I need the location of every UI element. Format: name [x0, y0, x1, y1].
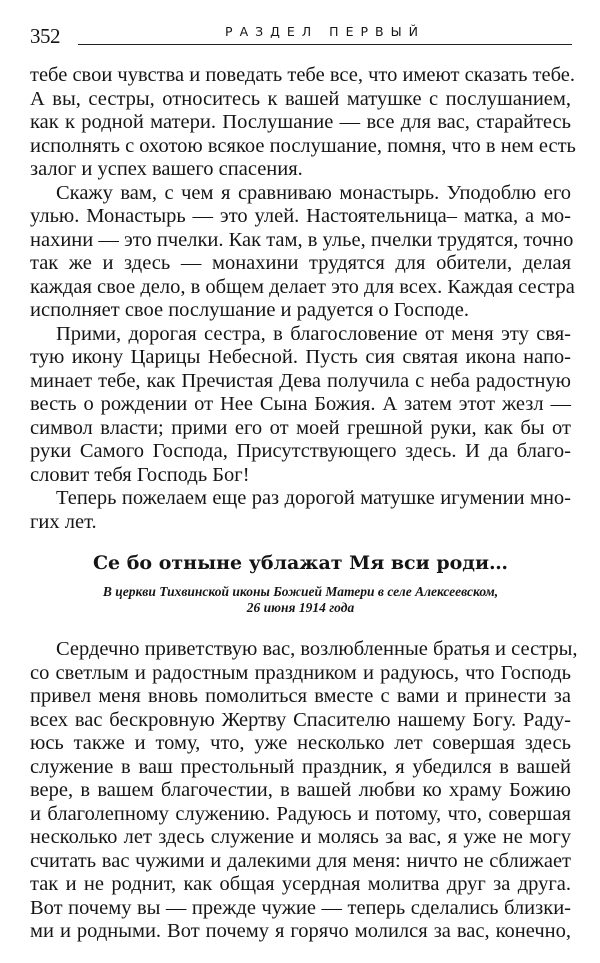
text-line: Теперь пожелаем еще раз дорогой матушке игумении мно- [56, 487, 571, 509]
text-line: так же и здесь — монахини трудятся для обители, делая [30, 252, 571, 274]
text-line: минает тебе, как Пречистая Дева получила с неба радостную [30, 369, 571, 392]
text-line: юсь также и тому, что, уже несколько лет совершая здесь [30, 732, 571, 754]
text-line: и благолепному служению. Радуюсь и потому, что, совершая [30, 802, 571, 825]
page-header [30, 24, 572, 48]
text-line: вере, в вашем благочестии, в вашей любви ко храму Божию [30, 779, 571, 801]
text-line: Сердечно приветствую вас, возлюбленные братья и сестры, [56, 638, 578, 660]
running-head: РАЗДЕЛ ПЕРВЫЙ [225, 24, 425, 39]
text-line: всех вас бескровную Жертву Спасителю нашему Богу. Раду- [30, 708, 571, 731]
text-line: исполнять с охотою всякое послушание, помня, что в нем есть [30, 134, 576, 157]
subtitle-place: В церкви Тихвинской иконы Божией Матери в селе Алексеевском, [102, 584, 499, 599]
text-line: нахини — это пчелки. Как там, в улье, пчелки трудятся, точно [30, 228, 574, 251]
text-line: исполняет свое послушание и радуется о Господе. [30, 299, 469, 321]
text-line: руки Самого Господа, Присутствующего здесь. И да благо- [30, 440, 571, 462]
text-line: А вы, сестры, относитесь к вашей матушке с послушанием, [30, 87, 571, 110]
text-line: Прими, дорогая сестра, в благословение от меня эту свя- [56, 322, 571, 345]
text-line: весть о рождении от Нее Сына Божия. А затем этот жезл — [30, 393, 571, 415]
text-line: несколько лет здесь служение и молясь за вас, я уже не могу [30, 826, 571, 848]
text-line: привел меня вновь помолиться вместе с вами и принести за [30, 685, 571, 707]
text-line: залог и успех вашего спасения. [30, 158, 303, 180]
text-line: гих лет. [30, 510, 97, 533]
text-line: ми и родными. Вот почему я горячо молился за вас, конечно, [30, 920, 571, 942]
text-line: Вот почему вы — прежде чужие — теперь сделались близки- [30, 896, 571, 919]
text-line: улью. Монастырь — это улей. Настоятельница– матка, а мо- [30, 205, 571, 227]
section-1-text [30, 64, 576, 534]
text-line: со светлым и радостным праздником и радуюсь, что Господь [30, 661, 571, 684]
text-line: каждая свое дело, в общем делает это для всех. Каждая сестра [30, 275, 575, 298]
text-line: словит тебя Господь Бог! [30, 463, 250, 486]
subtitle-date: 26 июня 1914 года [246, 599, 355, 615]
section-title: Се бо отныне ублажат Мя вси роди… [92, 552, 509, 574]
header-rule [78, 44, 572, 45]
text-line: служение в ваш престольный праздник, я убедился в вашей [30, 755, 571, 778]
text-line: Скажу вам, с чем я сравниваю монастырь. Уподоблю его [56, 181, 571, 204]
page-number: 352 [30, 24, 60, 48]
section-subtitle [30, 584, 571, 615]
text-line: как к родной матери. Послушание — все для вас, старайтесь [30, 111, 571, 133]
text-line: тую икону Царицы Небесной. Пусть сия святая икона напо- [30, 346, 571, 368]
text-line: символ власти; прими его от моей грешной руки, как бы от [30, 416, 571, 439]
text-line: так и не роднит, как общая усердная молитва друг за друга. [30, 873, 571, 895]
text-line: считать вас чужими и далекими для меня: ничто не сближает [30, 849, 571, 872]
section-2-text [30, 638, 578, 944]
text-line: тебе свои чувства и поведать тебе все, что имеют сказать тебе. [30, 64, 576, 86]
